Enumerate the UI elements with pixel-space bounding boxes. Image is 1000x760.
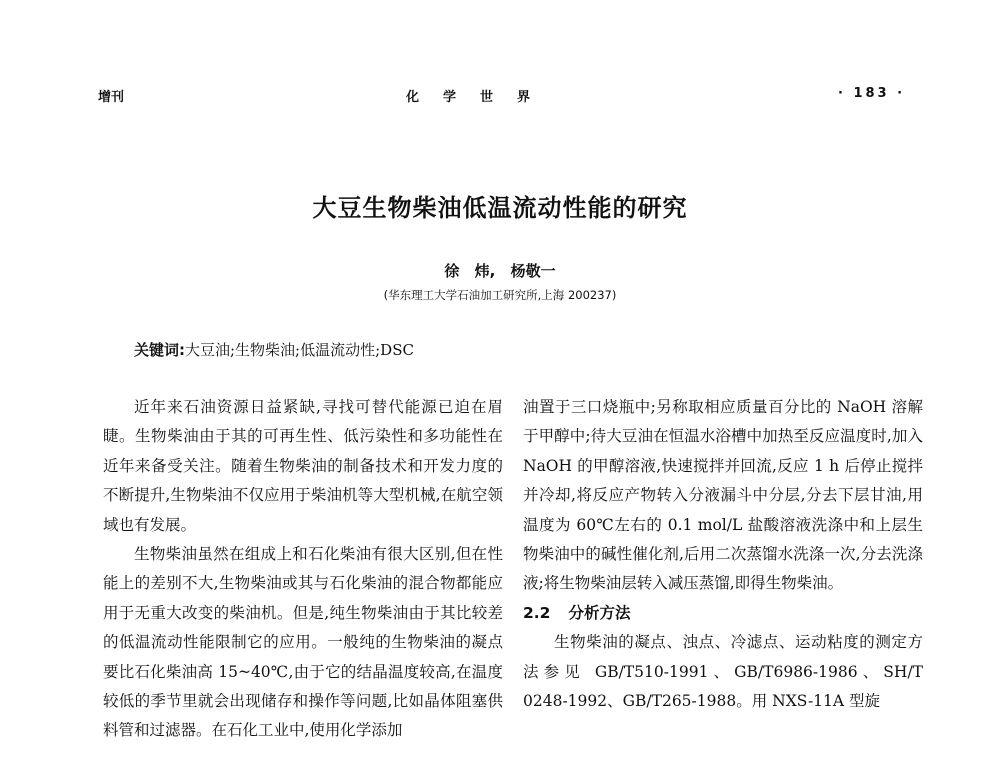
paragraph: 生物柴油虽然在组成上和石化柴油有很大区别,但在性能上的差别不大,生物柴油或其与石化柴油的混合物都能应用于无重大改变的柴油机。但是,纯生物柴油由于其比较差的低温流动性能限制它的应用。一般纯的生物柴油的凝点要比石化柴油高 15~40℃,由于它的结晶温度较高,在温度较低的季节里就会出现储存和操作等问题,比如晶体阻塞供料管和过滤器。在石化工业中,使用化学添加 [103,545,503,740]
paragraph: 油置于三口烧瓶中;另称取相应质量百分比的 NaOH 溶解于甲醇中;待大豆油在恒温水浴槽中加热至反应温度时,加入 NaOH 的甲醇溶液,快速搅拌并回流,反应 1 h 后停止搅拌并冷却,将反应产物转入分液漏斗中分层,分去下层甘油,用温度为 60℃左右的 0.1 mol/L 盐酸溶液洗涤中和上层生物柴油中的碱性催化剂,后用二次蒸馏水洗涤一次,分去洗涤液;将生物柴油层转入减压蒸馏,即得生物柴油。 [523,398,923,593]
right-column [523,393,923,716]
header-supplement-label: 增刊 [98,90,125,105]
section-title: 分析方法 [568,603,631,622]
keywords [134,339,414,360]
paragraph: 近年来石油资源日益紧缺,寻找可替代能源已迫在眉睫。生物柴油由于其的可再生性、低污染性和多功能性在近年来备受关注。随着生物柴油的制备技术和开发力度的不断提升,生物柴油不仅应用于柴油机等大型机械,在航空领域也有发展。 [103,398,503,534]
paper-title: 大豆生物柴油低温流动性能的研究 [312,194,688,222]
paragraph: 生物柴油的凝点、浊点、冷滤点、运动粘度的测定方法参见 GB/T510-1991、GB/T6986-1986、SH/T 0248-1992、GB/T265-1988。用 NXS-11A 型旋 [523,633,923,711]
section-heading [523,599,923,628]
page-number: · 183 · [838,86,906,101]
authors: 徐 炜, 杨敬一 [444,262,556,280]
left-column [103,393,503,746]
keywords-label: 关键词: [134,341,185,359]
keywords-text: 大豆油;生物柴油;低温流动性;DSC [185,341,414,359]
affiliation: (华东理工大学石油加工研究所,上海 200237) [383,288,617,302]
journal-name: 化学世界 [405,90,554,105]
running-header [0,86,1000,108]
section-number: 2.2 [523,603,551,622]
